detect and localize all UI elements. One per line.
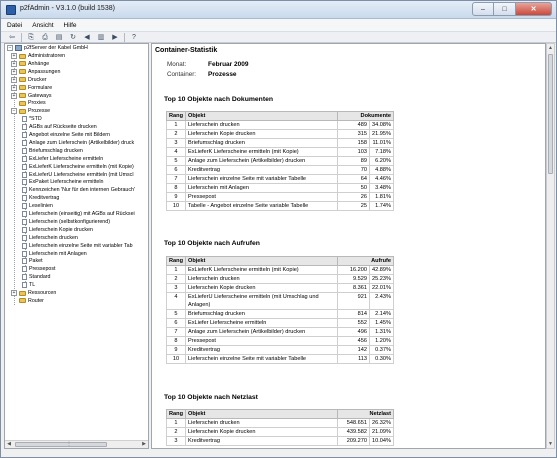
- rank-cell: 2: [167, 130, 186, 139]
- table-row: [167, 121, 394, 130]
- folder-icon: [19, 85, 26, 90]
- toolbar: [1, 31, 556, 43]
- rank-cell: 6: [167, 166, 186, 175]
- rank-cell: 1: [167, 266, 186, 275]
- tree-item[interactable]: [22, 194, 59, 202]
- rank-cell: 6: [167, 319, 186, 328]
- help-icon[interactable]: ?: [132, 33, 136, 41]
- table-row: [167, 130, 394, 139]
- table-row: [167, 202, 394, 211]
- folder-icon: [19, 298, 26, 303]
- tree-item[interactable]: [22, 186, 135, 194]
- tree-item[interactable]: [22, 210, 135, 218]
- tree-item[interactable]: [22, 218, 110, 226]
- tree-item[interactable]: [22, 115, 42, 123]
- column-header: Objekt: [185, 410, 337, 419]
- document-icon: [22, 195, 27, 201]
- tree-item-label: Proxies: [28, 100, 46, 107]
- close-button[interactable]: ✕: [516, 2, 552, 16]
- tree-item-label: Anhänge: [28, 60, 50, 67]
- rank-cell: 9: [167, 346, 186, 355]
- rank-cell: 4: [167, 293, 186, 310]
- percent-cell: 26.32%: [370, 419, 394, 428]
- folder-icon: [19, 69, 26, 74]
- scroll-down-icon[interactable]: ▼: [548, 441, 553, 447]
- document-icon: [22, 156, 27, 162]
- percent-cell: 4.88%: [370, 166, 394, 175]
- object-cell: Lieferschein drucken: [185, 121, 337, 130]
- column-header: Rang: [167, 410, 186, 419]
- expand-icon[interactable]: +: [12, 68, 16, 75]
- table-netzlast: [166, 409, 394, 446]
- object-cell: Lieferschein drucken: [185, 275, 337, 284]
- folder-icon: [19, 109, 26, 114]
- tree-item-label: ExPaket Lieferscheine ermitteln: [29, 179, 104, 186]
- value-cell: 456: [338, 337, 370, 346]
- toolbar-separator: [21, 33, 22, 42]
- column-header: Dokumente: [338, 112, 394, 121]
- tree-folder[interactable]: [11, 84, 52, 92]
- rank-cell: 3: [167, 139, 186, 148]
- value-cell: 489: [338, 121, 370, 130]
- percent-cell: 1.31%: [370, 328, 394, 337]
- tree-item-label: Drucker: [28, 76, 47, 83]
- percent-cell: 21.09%: [370, 428, 394, 437]
- value-cell: 921: [338, 293, 370, 310]
- tree-root[interactable]: [7, 44, 88, 52]
- tree-indent: [11, 100, 19, 106]
- collapse-icon[interactable]: −: [12, 108, 16, 115]
- rank-cell: 1: [167, 121, 186, 130]
- percent-cell: 2.43%: [370, 293, 394, 310]
- value-cell: 16.200: [338, 266, 370, 275]
- tree-folder[interactable]: [11, 92, 52, 100]
- percent-cell: 3.48%: [370, 184, 394, 193]
- tree-item-label: Angebot einzelne Seite mit Bildern: [29, 132, 110, 138]
- percent-cell: 0.30%: [370, 355, 394, 364]
- forward-icon[interactable]: ◀: [84, 33, 90, 41]
- rank-cell: 2: [167, 275, 186, 284]
- table-row: [167, 284, 394, 293]
- properties-icon[interactable]: ▤: [55, 33, 63, 41]
- object-cell: Anlage zum Lieferschein (Artikelbilder) drucken: [185, 157, 337, 166]
- column-header: Objekt: [185, 257, 337, 266]
- rank-cell: 2: [167, 428, 186, 437]
- document-icon: [22, 164, 27, 170]
- scroll-grip-icon: ⋮: [66, 441, 72, 447]
- rank-cell: 4: [167, 148, 186, 157]
- percent-cell: 21.95%: [370, 130, 394, 139]
- rank-cell: 8: [167, 337, 186, 346]
- document-icon: [22, 266, 27, 272]
- scroll-left-icon[interactable]: ◀: [7, 441, 11, 447]
- object-cell: Lieferschein mit Anlagen: [185, 184, 337, 193]
- document-icon: [22, 235, 27, 241]
- object-cell: Kreditvertrag: [185, 437, 337, 446]
- chart-icon[interactable]: ▥: [97, 33, 105, 41]
- table-row: [167, 266, 394, 275]
- tree-folder[interactable]: [11, 107, 50, 115]
- object-cell: Lieferschein drucken: [185, 419, 337, 428]
- table-row: [167, 337, 394, 346]
- tree-item-label: ExLiefer Lieferscheine ermitteln: [29, 155, 104, 162]
- collapse-icon[interactable]: −: [8, 45, 12, 51]
- object-cell: Kreditvertrag: [185, 166, 337, 175]
- tree-indent: [11, 298, 19, 304]
- object-cell: Pressepost: [185, 193, 337, 202]
- object-cell: Tabelle - Angebot einzelne Seite variable Tabelle: [185, 202, 337, 211]
- content-pane: [151, 43, 546, 449]
- value-cell: 209.270: [338, 437, 370, 446]
- tree-item-label: Kreditvertrag: [29, 195, 60, 202]
- percent-cell: 1.45%: [370, 319, 394, 328]
- tree-item-label: Pressepost: [29, 266, 56, 273]
- tree-item-label: Prozesse: [28, 108, 51, 115]
- value-cell: 315: [338, 130, 370, 139]
- tree-item[interactable]: [22, 147, 83, 155]
- folder-icon: [19, 101, 26, 106]
- container-label: Container:: [167, 71, 197, 78]
- document-icon: [22, 219, 27, 225]
- document-icon: [22, 243, 27, 249]
- percent-cell: 0.37%: [370, 346, 394, 355]
- object-cell: Briefumschlag drucken: [185, 139, 337, 148]
- tree-item-label: Gateways: [28, 92, 52, 99]
- section-title-dokumente: Top 10 Objekte nach Dokumenten: [164, 96, 274, 103]
- page-title: Container-Statistik: [155, 47, 218, 54]
- tree-item[interactable]: [22, 250, 87, 258]
- refresh-icon[interactable]: ↻: [70, 33, 76, 41]
- document-icon: [22, 132, 27, 138]
- table-aufrufe: [166, 256, 394, 364]
- table-row: [167, 293, 394, 310]
- object-cell: Anlage zum Lieferschein (Artikelbilder) drucken: [185, 328, 337, 337]
- rank-cell: 7: [167, 175, 186, 184]
- object-cell: Pressepost: [185, 337, 337, 346]
- export-icon[interactable]: ▶: [112, 33, 118, 41]
- tree-item-label: Paket: [29, 258, 43, 265]
- object-cell: Lieferschein einzelne Seite mit variabler Tabelle: [185, 175, 337, 184]
- tree-item-label: Lieferschein einzelne Seite mit variabler Tab: [29, 242, 133, 249]
- table-row: [167, 148, 394, 157]
- tree-item-label: ExLieferU Lieferscheine ermitteln (mit Umscl: [29, 171, 134, 178]
- tree-item-label: Ressourcen: [28, 290, 57, 296]
- rank-cell: 5: [167, 310, 186, 319]
- app-icon: [6, 5, 16, 15]
- tree-item[interactable]: [22, 139, 134, 147]
- percent-cell: 1.74%: [370, 202, 394, 211]
- value-cell: 26: [338, 193, 370, 202]
- column-header: Objekt: [185, 112, 337, 121]
- tree-folder[interactable]: [11, 297, 44, 305]
- paste-icon[interactable]: ⎙: [42, 33, 48, 41]
- tree-item-label: Kennzeichen 'Nur für den internen Gebrauch': [29, 187, 135, 194]
- expand-icon[interactable]: +: [12, 76, 16, 83]
- folder-icon: [19, 54, 26, 59]
- value-cell: 103: [338, 148, 370, 157]
- percent-cell: 2.14%: [370, 310, 394, 319]
- tree-root-label: p2fServer der Kabel GmbH: [24, 45, 88, 51]
- value-cell: 814: [338, 310, 370, 319]
- monat-value: Februar 2009: [208, 61, 249, 68]
- percent-cell: 1.20%: [370, 337, 394, 346]
- value-cell: 142: [338, 346, 370, 355]
- document-icon: [22, 274, 27, 280]
- section-title-aufrufe: Top 10 Objekte nach Aufrufen: [164, 240, 260, 247]
- tree-item-label: Leselinien: [29, 203, 53, 210]
- monat-label: Monat:: [167, 61, 187, 68]
- column-header: Aufrufe: [338, 257, 394, 266]
- table-row: [167, 328, 394, 337]
- document-icon: [22, 251, 27, 257]
- rank-cell: 8: [167, 184, 186, 193]
- document-icon: [22, 116, 27, 122]
- tree-item-label: Router: [28, 297, 44, 304]
- tree-item[interactable]: [22, 265, 56, 273]
- container-value: Prozesse: [208, 71, 237, 78]
- tree-item[interactable]: [22, 155, 103, 163]
- table-row: [167, 419, 394, 428]
- value-cell: 89: [338, 157, 370, 166]
- tree-item-label: Formulare: [28, 84, 53, 91]
- tree-item-label: Standard: [29, 274, 51, 281]
- table-row: [167, 157, 394, 166]
- percent-cell: 42.89%: [370, 266, 394, 275]
- tree-item-label: *STD: [29, 116, 42, 123]
- tree-item[interactable]: [22, 163, 134, 171]
- horizontal-scrollbar[interactable]: [5, 440, 148, 448]
- object-cell: ExLiefer Lieferscheine ermitteln: [185, 319, 337, 328]
- value-cell: 552: [338, 319, 370, 328]
- column-header: Netzlast: [338, 410, 394, 419]
- tree-item[interactable]: [22, 178, 104, 186]
- document-icon: [22, 282, 27, 288]
- document-icon: [22, 179, 27, 185]
- rank-cell: 10: [167, 202, 186, 211]
- object-cell: Lieferschein einzelne Seite mit variabler Tabelle: [185, 355, 337, 364]
- object-cell: ExLieferK Lieferscheine ermitteln (mit Kopie): [185, 266, 337, 275]
- value-cell: 548.651: [338, 419, 370, 428]
- percent-cell: 11.01%: [370, 139, 394, 148]
- object-cell: Lieferschein Kopie drucken: [185, 130, 337, 139]
- tree-item-label: Briefumschlag drucken: [29, 147, 83, 154]
- tree-item-label: Lieferschein (selbstkonfigurierend): [29, 218, 110, 225]
- scroll-up-icon[interactable]: ▲: [548, 45, 553, 51]
- tree-item[interactable]: [22, 226, 93, 234]
- percent-cell: 25.23%: [370, 275, 394, 284]
- expand-icon[interactable]: +: [12, 53, 16, 59]
- back-arrow-icon[interactable]: ⇦: [9, 33, 15, 41]
- tree-item[interactable]: [22, 242, 133, 250]
- server-icon: [15, 45, 22, 51]
- object-cell: Lieferschein Kopie drucken: [185, 284, 337, 293]
- expand-icon[interactable]: +: [12, 84, 16, 91]
- table-header-row: [167, 112, 394, 121]
- table-row: [167, 319, 394, 328]
- document-icon: [22, 211, 27, 217]
- value-cell: 496: [338, 328, 370, 337]
- folder-icon: [19, 291, 26, 296]
- menu-ansicht[interactable]: Ansicht: [32, 21, 54, 29]
- copy-icon[interactable]: ⎘: [28, 33, 34, 41]
- tree-item-label: Lieferschein mit Anlagen: [29, 250, 87, 257]
- tree-item[interactable]: [22, 257, 43, 265]
- tree-item-label: Lieferschein drucken: [29, 234, 78, 241]
- percent-cell: 1.81%: [370, 193, 394, 202]
- document-icon: [22, 124, 27, 130]
- value-cell: 113: [338, 355, 370, 364]
- tree-pane[interactable]: [4, 43, 149, 449]
- value-cell: 8.361: [338, 284, 370, 293]
- table-row: [167, 275, 394, 284]
- folder-icon: [19, 93, 26, 98]
- tree-item-label: Lieferschein Kopie drucken: [29, 226, 93, 233]
- value-cell: 64: [338, 175, 370, 184]
- percent-cell: 22.01%: [370, 284, 394, 293]
- tree-item-label: Lieferschein (einseitig) mit AGBs auf Rücksei: [29, 211, 135, 217]
- rank-cell: 10: [167, 355, 186, 364]
- table-row: [167, 175, 394, 184]
- tree-folder[interactable]: [11, 99, 46, 107]
- tree-folder[interactable]: [11, 52, 65, 60]
- rank-cell: 3: [167, 284, 186, 293]
- section-title-netzlast: Top 10 Objekte nach Netzlast: [164, 394, 258, 401]
- scroll-right-icon[interactable]: ▶: [142, 441, 146, 447]
- value-cell: 25: [338, 202, 370, 211]
- table-row: [167, 437, 394, 446]
- tree-item[interactable]: [22, 131, 110, 139]
- document-icon: [22, 258, 27, 264]
- document-icon: [22, 203, 27, 209]
- expand-icon[interactable]: +: [12, 290, 16, 296]
- table-row: [167, 346, 394, 355]
- window-title: p2fAdmin - V3.1.0 (build 1538): [20, 5, 115, 12]
- expand-icon[interactable]: +: [12, 92, 16, 99]
- vertical-scrollbar[interactable]: [546, 43, 555, 449]
- tree-item-label: Anpassungen: [28, 68, 61, 75]
- window-controls: [472, 2, 552, 16]
- tree-item[interactable]: [22, 171, 134, 179]
- object-cell: ExLieferK Lieferscheine ermitteln (mit Kopie): [185, 148, 337, 157]
- document-icon: [22, 187, 27, 193]
- value-cell: 158: [338, 139, 370, 148]
- menu-datei[interactable]: Datei: [7, 21, 23, 29]
- toolbar-separator: [124, 33, 125, 42]
- status-bar: [1, 450, 556, 458]
- object-cell: Briefumschlag drucken: [185, 310, 337, 319]
- value-cell: 50: [338, 184, 370, 193]
- expand-icon[interactable]: +: [12, 60, 16, 67]
- tree-folder[interactable]: [11, 68, 60, 76]
- tree-folder[interactable]: [11, 76, 47, 84]
- tree-item-label: Anlage zum Lieferschein (Artikelbilder) druck: [29, 139, 135, 146]
- maximize-button[interactable]: □: [494, 2, 516, 16]
- table-row: [167, 428, 394, 437]
- table-header-row: [167, 257, 394, 266]
- value-cell: 439.582: [338, 428, 370, 437]
- tree-item[interactable]: [22, 123, 97, 131]
- minimize-button[interactable]: –: [472, 2, 494, 16]
- object-cell: Lieferschein Kopie drucken: [185, 428, 337, 437]
- tree-item-label: Administratoren: [28, 53, 66, 59]
- tree-folder[interactable]: [11, 289, 56, 297]
- scroll-thumb[interactable]: [548, 54, 553, 174]
- tree-item-label: ExLieferK Lieferscheine ermitteln (mit Kopie): [29, 163, 134, 170]
- menu-hilfe[interactable]: Hilfe: [63, 21, 77, 29]
- object-cell: ExLieferU Lieferscheine ermitteln (mit Umschlag und Anlagen): [185, 293, 337, 310]
- table-dokumente: [166, 111, 394, 211]
- table-row: [167, 184, 394, 193]
- rank-cell: 9: [167, 193, 186, 202]
- table-row: [167, 193, 394, 202]
- tree-folder[interactable]: [11, 60, 49, 68]
- tree-item[interactable]: [22, 281, 35, 289]
- percent-cell: 10.04%: [370, 437, 394, 446]
- rank-cell: 1: [167, 419, 186, 428]
- table-row: [167, 166, 394, 175]
- tree-item[interactable]: [22, 202, 53, 210]
- percent-cell: 7.18%: [370, 148, 394, 157]
- folder-icon: [19, 77, 26, 82]
- tree-item[interactable]: [22, 273, 51, 281]
- table-row: [167, 310, 394, 319]
- document-icon: [22, 172, 27, 178]
- tree-item-label: TL: [29, 282, 36, 289]
- scroll-thumb[interactable]: [15, 442, 107, 447]
- menu-bar: [1, 19, 556, 31]
- document-icon: [22, 140, 27, 146]
- object-cell: Kreditvertrag: [185, 346, 337, 355]
- document-icon: [22, 148, 27, 154]
- title-bar: [1, 1, 556, 19]
- column-header: Rang: [167, 112, 186, 121]
- folder-icon: [19, 61, 26, 66]
- column-header: Rang: [167, 257, 186, 266]
- percent-cell: 34.08%: [370, 121, 394, 130]
- rank-cell: 3: [167, 437, 186, 446]
- table-header-row: [167, 410, 394, 419]
- table-row: [167, 139, 394, 148]
- percent-cell: 4.46%: [370, 175, 394, 184]
- document-icon: [22, 227, 27, 233]
- value-cell: 70: [338, 166, 370, 175]
- rank-cell: 7: [167, 328, 186, 337]
- table-row: [167, 355, 394, 364]
- tree-item-label: AGBs auf Rückseite drucken: [29, 124, 97, 131]
- rank-cell: 5: [167, 157, 186, 166]
- value-cell: 9.529: [338, 275, 370, 284]
- percent-cell: 6.20%: [370, 157, 394, 166]
- tree-item[interactable]: [22, 234, 78, 242]
